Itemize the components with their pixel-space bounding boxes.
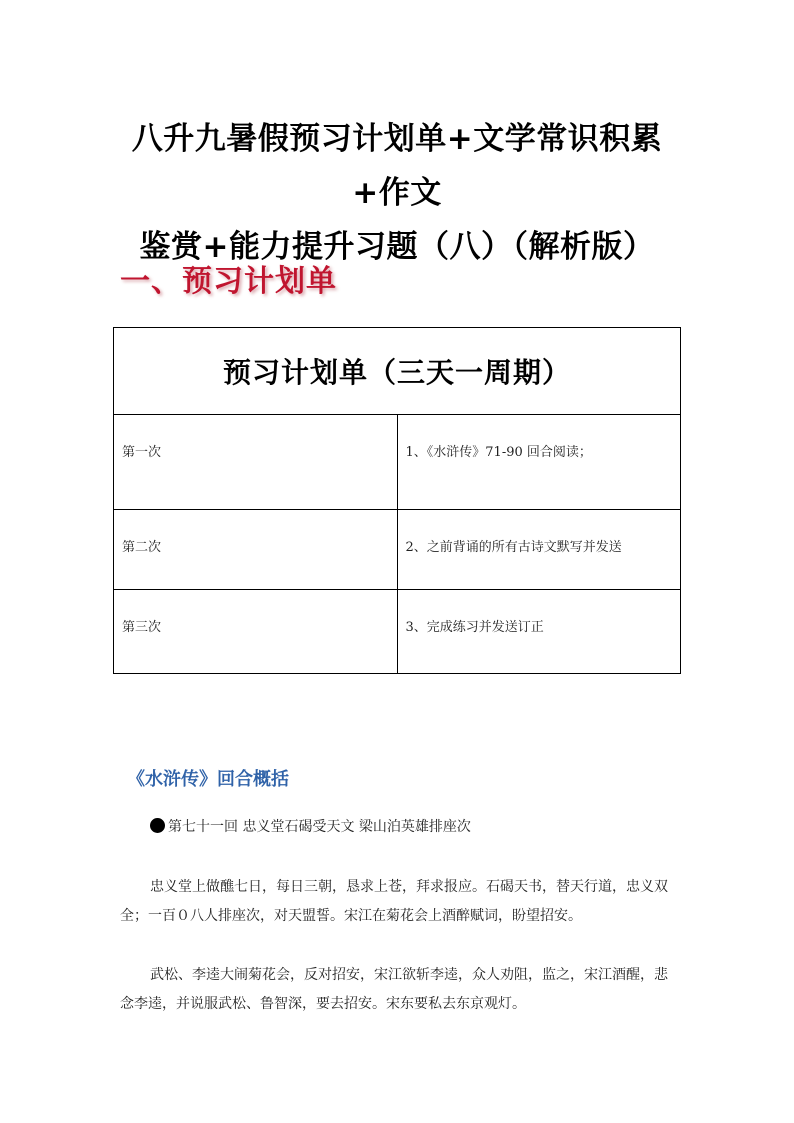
row-label: 第一次 — [122, 445, 162, 460]
row-content: 1、《水浒传》71-90 回合阅读； — [405, 445, 592, 460]
row-label: 第三次 — [122, 620, 162, 635]
row-label-cell — [114, 510, 398, 590]
summary-heading: 《水浒传》回合概括 — [127, 769, 289, 790]
row-label: 第二次 — [122, 540, 162, 555]
row-label-cell — [114, 415, 398, 510]
document-title-line1: 八升九暑假预习计划单+文学常识积累+作文 — [131, 121, 663, 211]
row-content-cell — [397, 590, 681, 674]
plan-table-header: 预习计划单（三天一周期） — [114, 328, 681, 415]
summary-paragraph: 忠义堂上做醮七日，每日三朝，恳求上苍，拜求报应。石碣天书，替天行道，忠义双全；一百０八人排座次，对天盟誓。宋江在菊花会上酒醉赋词，盼望招安。 — [120, 879, 668, 924]
document-title — [110, 112, 684, 274]
row-content-cell — [397, 415, 681, 510]
document-title-line2: 鉴赏+能力提升习题（八）（解析版） — [139, 229, 655, 265]
table-row — [114, 590, 681, 674]
plan-table — [113, 327, 681, 674]
table-row — [114, 510, 681, 590]
summary-paragraph: 武松、李逵大闹菊花会，反对招安，宋江欲斩李逵，众人劝阻，监之，宋江酒醒，悲念李逵，并说服武松、鲁智深，要去招安。宋东要私去东京观灯。 — [120, 967, 668, 1012]
row-content: 2、之前背诵的所有古诗文默写并发送 — [405, 540, 622, 555]
bullet-icon — [150, 818, 165, 833]
row-content-cell — [397, 510, 681, 590]
row-label-cell — [114, 590, 398, 674]
row-content: 3、完成练习并发送订正 — [405, 620, 544, 635]
chapter-title-text: 第七十一回 忠义堂石碣受天文 梁山泊英雄排座次 — [168, 819, 471, 835]
table-row — [114, 415, 681, 510]
chapter-title — [150, 816, 471, 836]
section-heading: 一、预习计划单 — [120, 264, 337, 299]
